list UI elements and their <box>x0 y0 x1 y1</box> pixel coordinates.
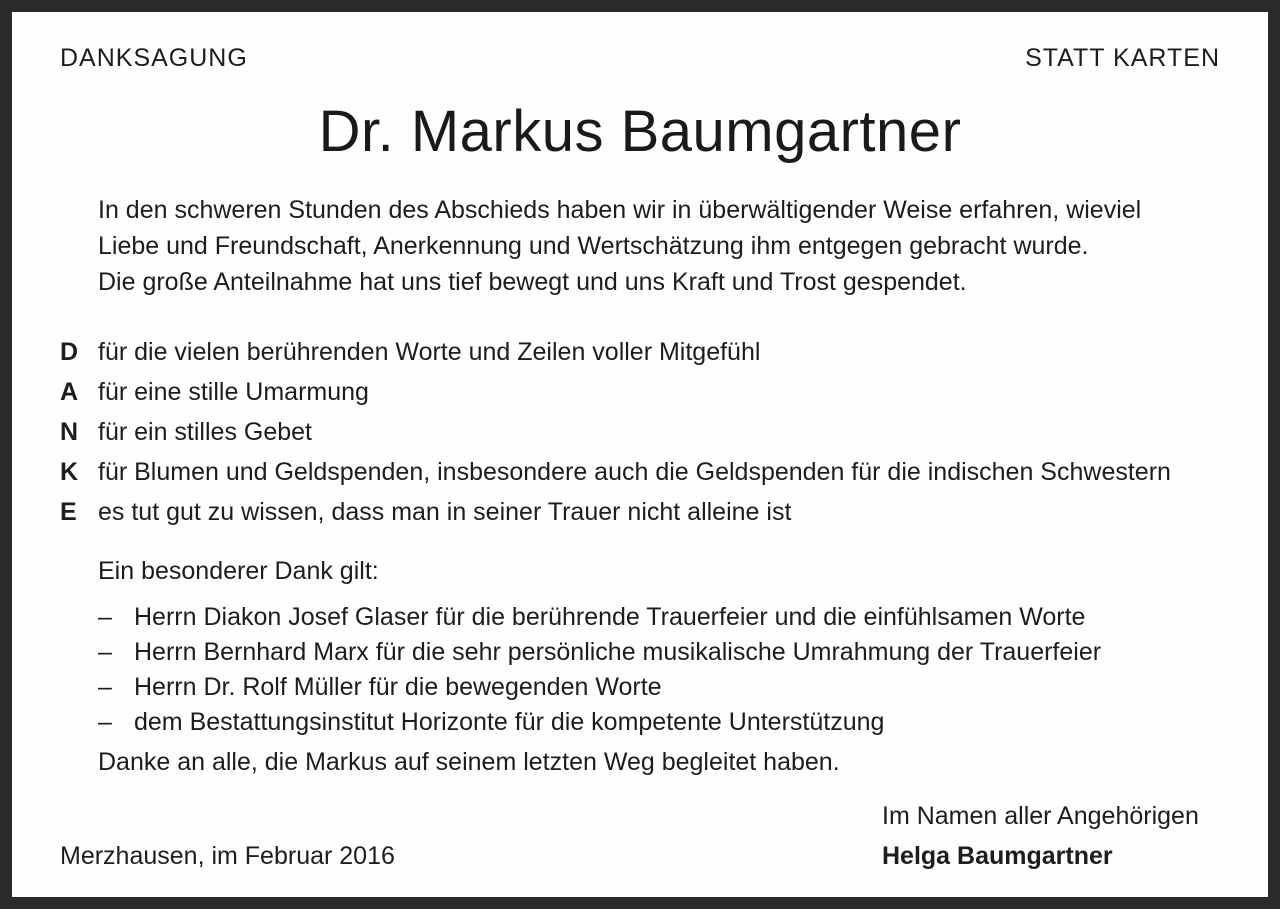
acrostic-text: für eine stille Umarmung <box>98 378 369 406</box>
danke-row <box>60 372 1171 412</box>
dash-bullet: – <box>98 708 112 736</box>
acrostic-text: für Blumen und Geldspenden, insbesondere auch die Geldspenden für die indischen Schwestern <box>98 458 1171 486</box>
acrostic-text: für die vielen berührenden Worte und Zeilen voller Mitgefühl <box>98 338 761 366</box>
list-item-text: Herrn Bernhard Marx für die sehr persönliche musikalische Umrahmung der Trauerfeier <box>134 638 1102 666</box>
acrostic-letter: D <box>60 338 79 366</box>
intro-paragraph <box>98 192 1141 300</box>
acrostic-text: für ein stilles Gebet <box>98 418 312 446</box>
notice-title: Dr. Markus Baumgartner <box>318 99 962 164</box>
acrostic-letter: A <box>60 378 79 406</box>
intro-line: Liebe und Freundschaft, Anerkennung und Wertschätzung ihm entgegen gebracht wurde. <box>98 232 1089 260</box>
intro-line: In den schweren Stunden des Abschieds haben wir in überwältigender Weise erfahren, wieviel <box>98 196 1142 224</box>
dash-bullet: – <box>98 603 112 631</box>
dash-bullet: – <box>98 638 112 666</box>
list-item-text: dem Bestattungsinstitut Horizonte für die kompetente Unterstützung <box>134 708 885 736</box>
acrostic-text: es tut gut zu wissen, dass man in seiner Trauer nicht alleine ist <box>98 498 792 526</box>
danke-acrostic <box>60 332 1171 532</box>
signature-name: Helga Baumgartner <box>882 842 1113 870</box>
list-item <box>98 705 1101 740</box>
list-item <box>98 600 1101 635</box>
special-thanks-heading: Ein besonderer Dank gilt: <box>98 557 379 585</box>
danke-row <box>60 492 1171 532</box>
closing-line: Danke an alle, die Markus auf seinem letzten Weg begleitet haben. <box>98 748 840 776</box>
signature-intro: Im Namen aller Angehörigen <box>882 802 1199 830</box>
special-thanks-list <box>98 600 1101 740</box>
header-statt-karten: STATT KARTEN <box>1025 44 1220 72</box>
acrostic-letter: K <box>60 458 79 486</box>
danke-row <box>60 412 1171 452</box>
dash-bullet: – <box>98 673 112 701</box>
list-item-text: Herrn Dr. Rolf Müller für die bewegenden Worte <box>134 673 662 701</box>
acrostic-letter: N <box>60 418 79 446</box>
intro-line: Die große Anteilnahme hat uns tief bewegt und uns Kraft und Trost gespendet. <box>98 268 967 296</box>
list-item-text: Herrn Diakon Josef Glaser für die berührende Trauerfeier und die einfühlsamen Worte <box>134 603 1086 631</box>
list-item <box>98 670 1101 705</box>
place-date: Merzhausen, im Februar 2016 <box>60 842 395 870</box>
acrostic-letter: E <box>60 498 77 526</box>
danke-row <box>60 452 1171 492</box>
header-danksagung: DANKSAGUNG <box>60 44 248 72</box>
list-item <box>98 635 1101 670</box>
danke-row <box>60 332 1171 372</box>
